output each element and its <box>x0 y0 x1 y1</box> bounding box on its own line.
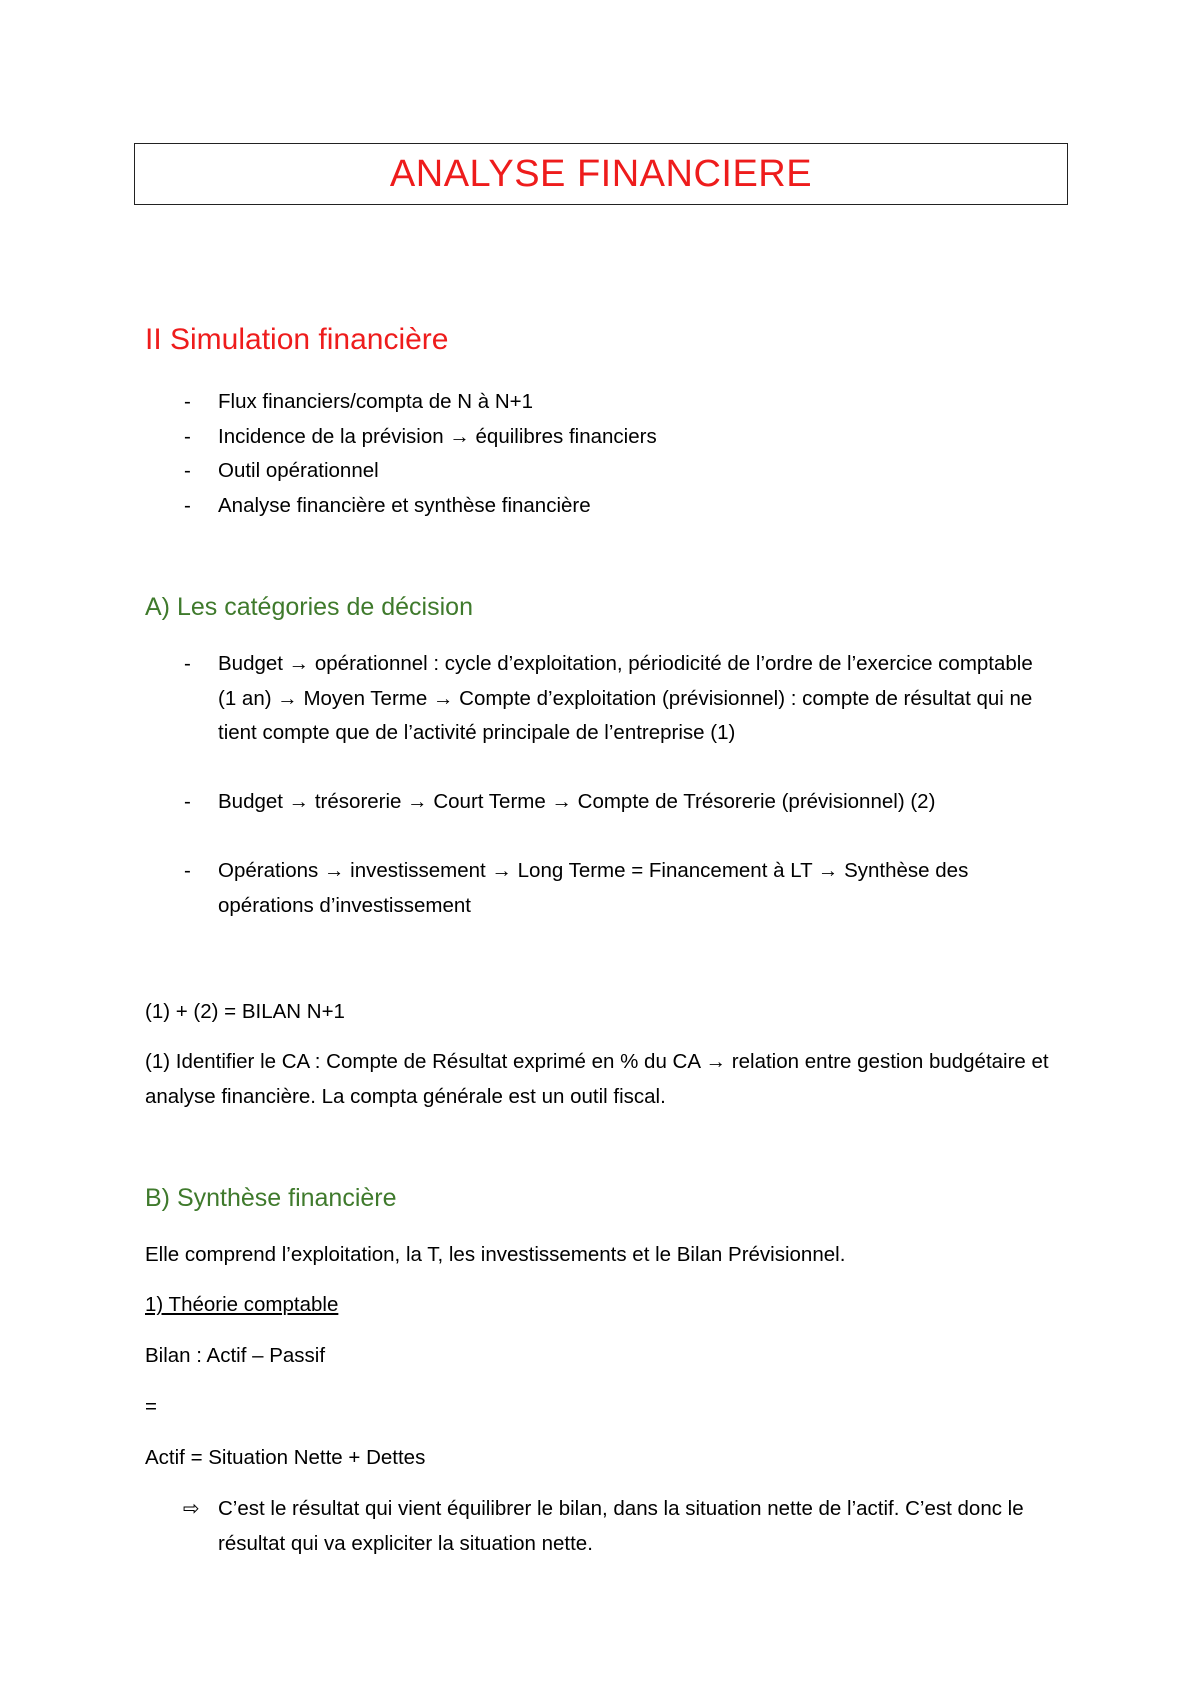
actif-line: Actif = Situation Nette + Dettes <box>145 1446 426 1469</box>
list-dash: - <box>184 424 191 448</box>
arrow-right-icon: ⇨ <box>183 1498 200 1520</box>
equals-line: = <box>145 1395 157 1418</box>
list-item-text: Budget → opérationnel : cycle d’exploitation, périodicité de l’ordre de l’exercice comptable (1 an) → Moyen Terme → Compte d’exploitation (prévisionnel) : compte de résultat qui ne tient compte que de l’activité principale de l’entreprise (1) <box>218 652 1033 744</box>
section-a-heading: A) Les catégories de décision <box>145 593 473 621</box>
conclusion-text: C’est le résultat qui vient équilibrer le bilan, dans la situation nette de l’actif. C’est donc le résultat qui va expliciter la situation nette. <box>218 1497 1024 1555</box>
list-dash: - <box>184 652 191 675</box>
document-title: ANALYSE FINANCIERE <box>389 152 813 195</box>
note-paragraph: (1) Identifier le CA : Compte de Résultat exprimé en % du CA → relation entre gestion budgétaire et analyse financière. La compta générale est un outil fiscal. <box>145 1050 1049 1108</box>
section-b-heading: B) Synthèse financière <box>145 1184 397 1212</box>
list-dash: - <box>184 459 191 482</box>
formula-line: (1) + (2) = BILAN N+1 <box>145 1000 345 1023</box>
list-item-text: Flux financiers/compta de N à N+1 <box>218 390 534 413</box>
intro-paragraph: Elle comprend l’exploitation, la T, les investissements et le Bilan Prévisionnel. <box>145 1243 846 1266</box>
title-box <box>134 143 1068 205</box>
list-item-text: Analyse financière et synthèse financière <box>218 493 591 517</box>
list-item-text: Incidence de la prévision → équilibres financiers <box>218 424 657 448</box>
list-dash: - <box>184 390 191 413</box>
list-dash: - <box>184 790 191 813</box>
bilan-line: Bilan : Actif – Passif <box>145 1344 326 1367</box>
list-dash: - <box>184 859 191 882</box>
list-item-text: Outil opérationnel <box>218 459 379 482</box>
section-ii-heading: II Simulation financière <box>145 323 449 356</box>
list-item-text: Budget → trésorerie → Court Terme → Compte de Trésorerie (prévisionnel) (2) <box>218 790 936 813</box>
subheading-theorie: 1) Théorie comptable <box>145 1293 339 1316</box>
list-item-text: Opérations → investissement → Long Terme = Financement à LT → Synthèse des opérations d’investissement <box>218 859 969 917</box>
list-dash: - <box>184 493 191 517</box>
